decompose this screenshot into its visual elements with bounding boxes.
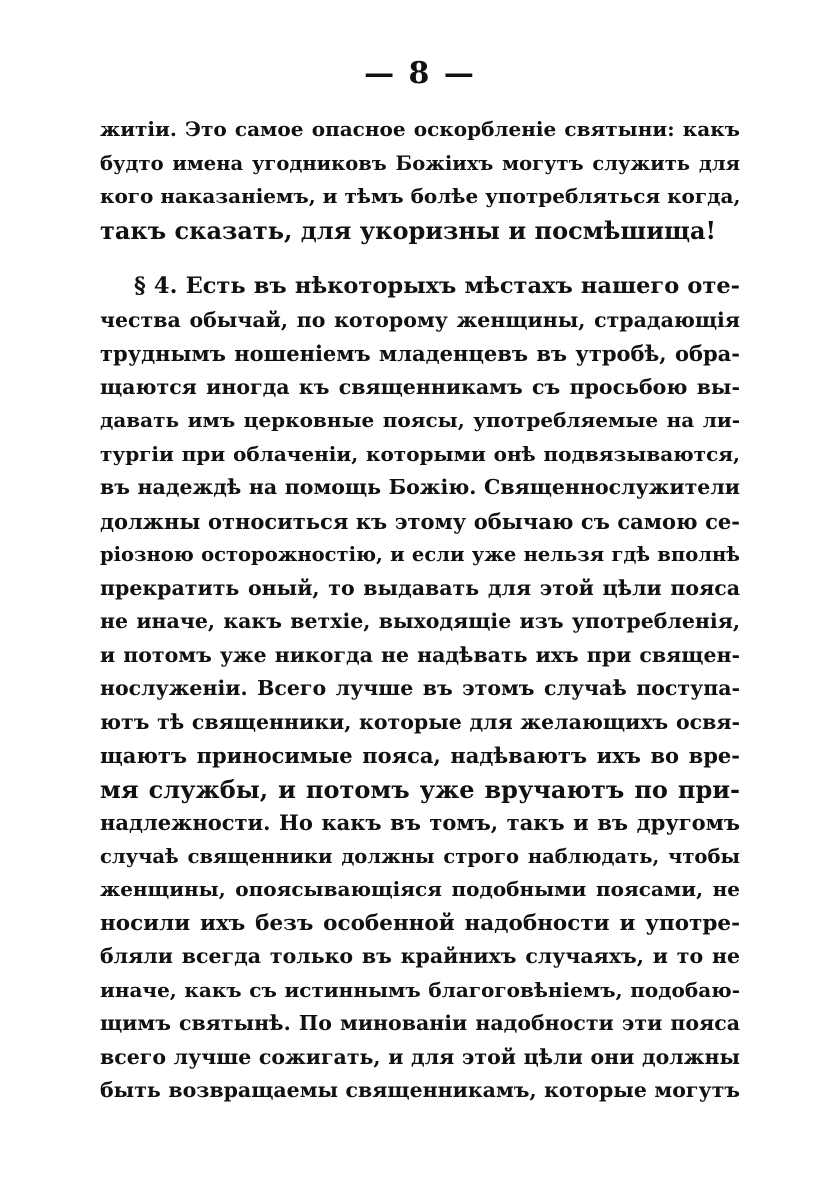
text-line: § 4. Есть въ нѣкоторыхъ мѣстахъ нашего оте- — [134, 273, 740, 299]
text-line: чества обычай, по которому женщины, страдающія — [100, 307, 740, 332]
text-line: тургіи при облаченіи, которыми онѣ подвязываются, — [100, 441, 740, 466]
text-line: надлежности. Но какъ въ томъ, такъ и въ другомъ — [100, 810, 740, 835]
paragraph-continued — [100, 113, 740, 247]
text-line: и потомъ уже никогда не надѣвать ихъ при священ- — [100, 642, 740, 667]
text-line: прекратить оный, то выдавать для этой цѣли пояса — [100, 575, 740, 600]
text-line: нослуженіи. Всего лучше въ этомъ случаѣ поступа- — [100, 676, 740, 700]
text-line: труднымъ ношеніемъ младенцевъ въ утробѣ, обра- — [100, 341, 740, 366]
text-line: носили ихъ безъ особенной надобности и употре- — [100, 910, 740, 936]
text-line: щимъ святынѣ. По минованіи надобности эти пояса — [100, 1011, 740, 1035]
text-line: щаютъ приносимые пояса, надѣваютъ ихъ во вре- — [100, 743, 740, 768]
text-line: щаются иногда къ священникамъ съ просьбою вы- — [100, 374, 740, 399]
text-line: мя службы, и потомъ уже вручаютъ по при- — [100, 774, 740, 804]
text-line: женщины, опоясывающіяся подобными поясами, не — [100, 877, 740, 901]
text-line: должны относиться къ этому обычаю съ самою се- — [100, 508, 740, 534]
text-line: быть возвращаемы священникамъ, которые могутъ — [100, 1078, 740, 1102]
text-line: такъ сказать, для укоризны и посмѣшища! — [100, 215, 717, 245]
text-line: случаѣ священники должны строго наблюдать, чтобы — [100, 844, 740, 868]
text-line: всего лучше сожигать, и для этой цѣли они должны — [100, 1044, 740, 1069]
text-line: кого наказаніемъ, и тѣмъ болѣе употребляться когда, — [100, 184, 740, 208]
text-line: ютъ тѣ священники, которые для желающихъ освя- — [100, 709, 740, 734]
text-line: будто имена угодниковъ Божіихъ могутъ служить для — [100, 151, 740, 175]
text-line: житіи. Это самое опасное оскорбленіе святыни: какъ — [100, 117, 740, 141]
text-line: ріозною осторожностію, и если уже нельзя гдѣ вполнѣ — [100, 543, 740, 566]
text-line: бляли всегда только въ крайнихъ случаяхъ, и то не — [100, 944, 740, 968]
page-number: — 8 — — [364, 56, 476, 91]
text-line: иначе, какъ съ истиннымъ благоговѣніемъ, подобаю- — [100, 977, 740, 1002]
paragraph-section-4 — [100, 270, 740, 1108]
text-line: давать имъ церковные поясы, употребляемые на ли- — [100, 408, 740, 432]
text-line: въ надеждѣ на помощь Божію. Священнослужители — [100, 475, 740, 499]
text-line: не иначе, какъ ветхіе, выходящіе изъ употребленія, — [100, 609, 740, 633]
